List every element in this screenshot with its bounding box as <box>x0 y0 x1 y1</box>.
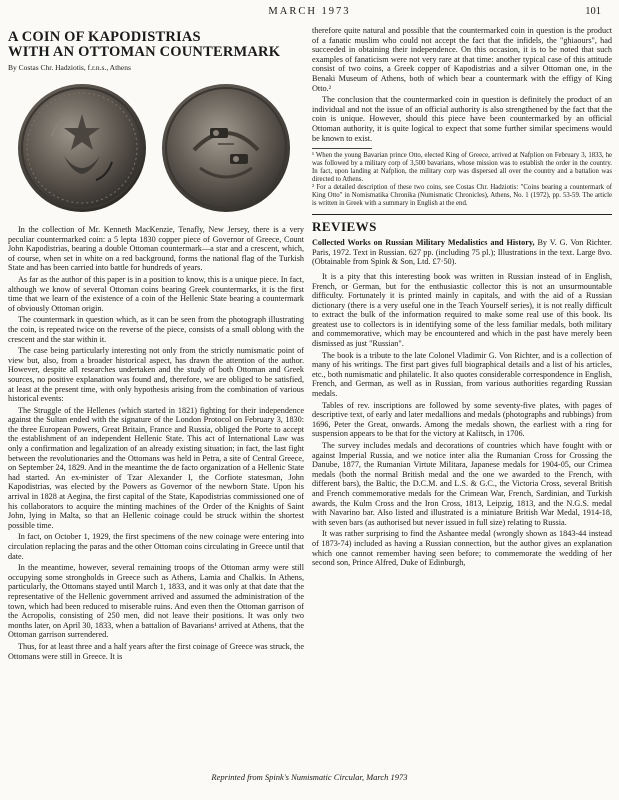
article-paragraph: As far as the author of this paper is in a position to know, this is a unique piece. In fact, although we know of several Ottoman coins bearing Greek countermarks, it is the first time that we learn of the existence of a coin of the Hellenic State bearing a countermark of obviously Ottoman origin. <box>8 274 304 313</box>
reviews-heading: REVIEWS <box>312 219 377 235</box>
article-title-line-1: A COIN OF KAPODISTRIAS <box>8 29 201 45</box>
coin-photographs <box>8 76 304 221</box>
running-title: MARCH 1973 <box>268 6 351 17</box>
article-paragraph: therefore quite natural and possible that the countermarked coin in question is the product of a fanatic muslim who could not accept the fact that the infidels, the "ghiaours", had succeeded in obtaining their independence. On this occasion, it is to be noted that such examples of fanaticism were not very rare at that time: another typical case of this attitude consist of two coins, a Greek copper of Kapodistrias and a silver Ottoman one, in the Benaki Museum of Athens, both of which bear a countermark with the effigy of King Otto.² <box>312 26 612 93</box>
running-header <box>0 6 619 20</box>
left-column <box>8 26 304 752</box>
review-book-details: By V. G. Von Richter. Paris, 1972. Text in Russian. 627 pp. (including 75 pl.); Illustrations in the text. Large 8vo. (Obtainable from Spink & Son, Ltd. £7·50). <box>312 238 612 267</box>
article-paragraph: The conclusion that the countermarked coin in question is definitely the product of an individual and not the issue of an official authority is also strengthened by the fact that the coin is unique. However, should this piece have been countermarked by an official Ottoman authority, it is quite logical to expect that some further similar specimens would be known to exist. <box>312 95 612 143</box>
reprint-credit: Reprinted from Spink's Numismatic Circular, March 1973 <box>211 772 408 782</box>
footnote-divider <box>312 148 372 149</box>
article-paragraph: The Struggle of the Hellenes (which started in 1821) fighting for their independence against the Sultan ended with the signature of the London Protocol on February 3, 1830: the three European Powers, Great Britain, France and Russia, obliged the Porte to accept the establishment of an independent Hellenic State. This act of International Law was only a confirmation and legalization of an already existing situation; in fact, the last fight between the revolutionaries and the Ottomans was held in Petra, a site of Central Greece, on September 24, 1829. And in the meantime the de facto organization of a Hellenic State had started. An ex-minister of Tzar Alexander I, the Corfiote statesman, John Kapodistrias, was elected by the Powers as Governor of the newborn State. Upon his arrival in 1828 at Aegina, the first capital of the State, Kapodistrias commissioned one of his collaborators to acquire the minting machines of the Order of the Knights of Saint John, lying in Malta, so that an Hellenic coinage could be struck within the shortest possible time. <box>8 405 304 530</box>
coin-reverse-image <box>156 76 296 216</box>
article-paragraph: In fact, on October 1, 1929, the first specimens of the new coinage were entering into circulation replacing the paras and the other Ottoman coins circulating in Greece until that date. <box>8 532 304 561</box>
review-paragraph: The book is a tribute to the late Colonel Vladimir G. Von Richter, and is a collection of many of his writings. The first part gives full biographical details and a list of his articles, etc., both numismatic and philatelic. It also quotes considerable correspondence in English, French, and German, as well as in Russian, from various authorities regarding Russian medals. <box>312 350 612 399</box>
article-paragraph: In the collection of Mr. Kenneth MacKenzie, Tenafly, New Jersey, there is a very peculiar countermarked coin: a 5 lepta 1830 copper piece of Governor of Greece, Count John Kapodistrias, bearing a double Ottoman countermark—a star and a crescent, which, of course, when set in white on a red background, forms the national flag of the Turkish State and has been carried into battle for hundreds of years. <box>8 225 304 273</box>
review-citation <box>312 238 612 267</box>
review-paragraph: The survey includes medals and decorations of countries which have fought with or against Imperial Russia, and we notice inter alia the Rumanian Cross for Crossing the Danube, 1877, the Rumanian Virtute Militara, Japanese medals for 1904-05, our Crimea medals (both the normal British medal and the one we awarded to the French, with different bars), the Baltic, the D.C.M. and L.S. & G.C., the Victoria Cross, several British and French commemorative medals for the Crimean War, French, Sardinian, and Turkish awards, the Kulm Cross and the Iron Cross, 1813, Leipzig, 1813, and the N.G.S. medal with Navarino bar. Also listed and illustrated is a miniature British War Medal, 1914-18, with seven bars (as authorised but never issued in full size) relating to Russia. <box>312 441 612 527</box>
coin-obverse-image <box>12 76 152 216</box>
article-paragraph: Thus, for at least three and a half years after the first coinage of Greece was struck, the Ottomans were still in Greece. It is <box>8 641 304 661</box>
article-title <box>8 30 304 60</box>
article-byline: By Costas Chr. Hadziotis, f.r.n.s., Athens <box>8 63 131 72</box>
section-divider <box>312 214 612 215</box>
footnote: ² For a detailed description of these two coins, see Costas Chr. Hadziotis: "Coins bearing a countermark of King Otto" in Nomismatika Chronika (Numismatic Chronicles), Athens, No. 1 (1972), pp. 53-59. The article is written in Greek with a summary in English at the end. <box>312 184 612 208</box>
review-book-title: Collected Works on Russian Military Medalistics and History, <box>312 238 535 248</box>
review-paragraph: It is a pity that this interesting book was written in Russian instead of in English, French, or German, but for the enthusiastic collector this is not an unsurmountable difficulty. Fortunately it is printed mainly in capitals, and with the aid of a Russian dictionary (there is a very useful one in the Teach Yourself series), it is not really difficult to extract the bulk of the information required to make some real use of this book. Its greatest use to collectors is in identifying some of the less familiar medals, both military and commemorative, which may be encountered and which in the past have merely been dismissed as just "Russian". <box>312 271 612 349</box>
review-paragraph: It was rather surprising to find the Ashantee medal (wrongly shown as 1843-44 instead of 1873-74) included as having a Russian connection, but the author gives an explanation which one cannot remember having seen before; to commemorate the wedding of her second son, Prince Alfred, Duke of Edinburgh, <box>312 529 612 568</box>
page-number: 101 <box>585 6 601 17</box>
article-paragraph: The countermark in question which, as it can be seen from the photograph illustrating the coin, is repeated twice on the reverse of the piece, consists of a small oblong with the crescent and the star within it. <box>8 315 304 344</box>
article-paragraph: The case being particularly interesting not only from the strictly numismatic point of view but, also, from a broader historical aspect, has drawn the attention of the author. However, despite all researches undertaken and the study of both Ottoman and Greek sources, no positive explanation was found and, therefore, we are obliged to be satisfied, at least at the present time, with only hypothesis arising from the combination of various historical events: <box>8 346 304 404</box>
review-paragraph: Tables of rev. inscriptions are followed by some seventy-five plates, with pages of descriptive text, of early and later medallions and medals (photographs and rubbings) from 1696, Peter the Great, onwards. Among the medals shown, the earliest with a ring for suspension appears to be that for the victory at Kalitsch, in 1706. <box>312 400 612 439</box>
right-column <box>312 26 612 752</box>
article-title-line-2: WITH AN OTTOMAN COUNTERMARK <box>8 44 281 60</box>
footnote: ¹ When the young Bavarian prince Otto, elected King of Greece, arrived at Nafplion on February 3, 1833, he was followed by a military corp of 3,500 bavarians, whose mission was to establish the order in the country. In fact, upon landing at Nafplion, the military corp was dispersed all over the country and a battalion was directed to Athens. <box>312 152 612 184</box>
article-paragraph: In the meantime, however, several remaining troops of the Ottoman army were still occupying some strongholds in Greece such as Athens, Lamia and Chalkis. In Athens, particularly, the Ottomans stayed until March 1, 1833, and it was only at that date that the representative of the Hellenic government arrived and assumed the administration of the town, which had been reduced to miserable ruins. And even then the Ottoman garrison of the Acropolis, consisting of 250 men, did not leave their positions. It was only two months later, on April 30, 1833, when a battalion of Bavarians¹ arrived at Athens, that the Ottoman garrison surrendered. <box>8 563 304 640</box>
